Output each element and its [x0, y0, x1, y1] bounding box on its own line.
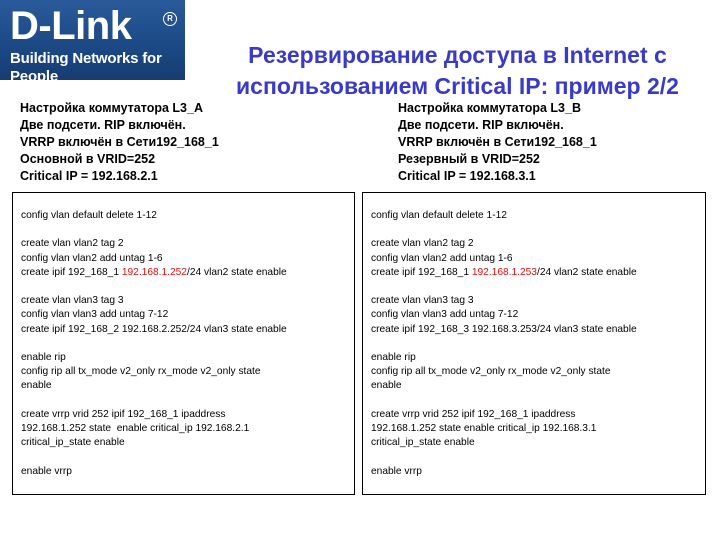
switch-a-description — [20, 100, 219, 185]
config-text: /24 vlan2 state enable — [536, 266, 637, 278]
switch-b-role: Резервный в VRID=252 — [398, 152, 540, 166]
highlighted-ip: 192.168.1.252 — [121, 266, 187, 278]
blank-line — [21, 450, 348, 464]
config-line: 192.168.1.252 state enable critical_ip 192.168.2.1 — [21, 422, 250, 434]
switch-b-config-box — [362, 192, 706, 495]
config-line: critical_ip_state enable — [21, 437, 125, 449]
config-line: 192.168.1.252 state enable critical_ip 192.168.3.1 — [371, 422, 597, 434]
registered-mark-icon: R — [163, 12, 177, 26]
config-line: enable rip — [21, 351, 66, 363]
config-line: create ipif 192_168_3 192.168.3.253/24 vlan3 state enable — [371, 323, 637, 335]
logo-brand: D-Link — [10, 4, 132, 48]
config-line: create ipif 192_168_2 192.168.2.252/24 vlan3 state enable — [21, 323, 287, 335]
switch-b-vrrp: VRRP включён в Сети192_168_1 — [398, 135, 597, 149]
config-text: create ipif 192_168_1 — [371, 266, 472, 278]
config-line: create vlan vlan3 tag 3 — [371, 295, 474, 307]
blank-line — [371, 394, 699, 408]
switch-a-critical-ip: Critical IP = 192.168.2.1 — [20, 169, 158, 183]
config-line: config vlan vlan3 add untag 7-12 — [21, 309, 169, 321]
blank-line — [371, 450, 699, 464]
switch-b-description — [398, 100, 597, 185]
config-line: create vlan vlan2 tag 2 — [21, 238, 124, 250]
config-line: critical_ip_state enable — [371, 437, 475, 449]
switch-a-heading: Настройка коммутатора L3_A — [20, 101, 203, 115]
config-line: config vlan vlan2 add untag 1-6 — [21, 252, 163, 264]
switch-a-vrrp: VRRP включён в Сети192_168_1 — [20, 135, 219, 149]
blank-line — [21, 280, 348, 294]
config-line: config rip all tx_mode v2_only rx_mode v2_only state — [21, 366, 261, 378]
switch-a-role: Основной в VRID=252 — [20, 152, 156, 166]
title-line-1: Резервирование доступа в Internet с — [248, 42, 667, 68]
slide-title — [200, 40, 715, 102]
logo-tagline: Building Networks for People — [10, 50, 162, 85]
blank-line — [21, 223, 348, 237]
config-line: config vlan vlan3 add untag 7-12 — [371, 309, 519, 321]
blank-line — [371, 337, 699, 351]
switch-b-heading: Настройка коммутатора L3_B — [398, 101, 581, 115]
config-text: /24 vlan2 state enable — [186, 266, 287, 278]
config-line — [371, 266, 699, 280]
config-line: enable — [371, 380, 402, 392]
switch-a-config-box — [12, 192, 355, 495]
config-line: create vrrp vrid 252 ipif 192_168_1 ipaddress — [21, 408, 226, 420]
config-text: create ipif 192_168_1 — [21, 266, 122, 278]
blank-line — [371, 280, 699, 294]
dlink-logo — [0, 0, 185, 85]
highlighted-ip: 192.168.1.253 — [471, 266, 537, 278]
blank-line — [21, 394, 348, 408]
config-line: enable vrrp — [371, 465, 422, 477]
title-line-2: использованием Critical IP: пример 2/2 — [236, 73, 679, 99]
config-line: config vlan default delete 1-12 — [371, 210, 507, 221]
switch-a-subnets: Две подсети. RIP включён. — [20, 118, 186, 132]
config-line: config vlan vlan2 add untag 1-6 — [371, 252, 513, 264]
config-line: config vlan default delete 1-12 — [21, 210, 157, 221]
config-line: create vlan vlan2 tag 2 — [371, 238, 474, 250]
blank-line — [371, 223, 699, 237]
switch-b-critical-ip: Critical IP = 192.168.3.1 — [398, 169, 536, 183]
config-line: config rip all tx_mode v2_only rx_mode v2_only state — [371, 366, 611, 378]
blank-line — [21, 337, 348, 351]
config-line — [21, 266, 348, 280]
config-line: create vlan vlan3 tag 3 — [21, 295, 124, 307]
config-line: enable rip — [371, 351, 416, 363]
switch-b-subnets: Две подсети. RIP включён. — [398, 118, 564, 132]
config-line: enable vrrp — [21, 465, 72, 477]
config-line: create vrrp vrid 252 ipif 192_168_1 ipaddress — [371, 408, 576, 420]
config-line: enable — [21, 380, 52, 392]
